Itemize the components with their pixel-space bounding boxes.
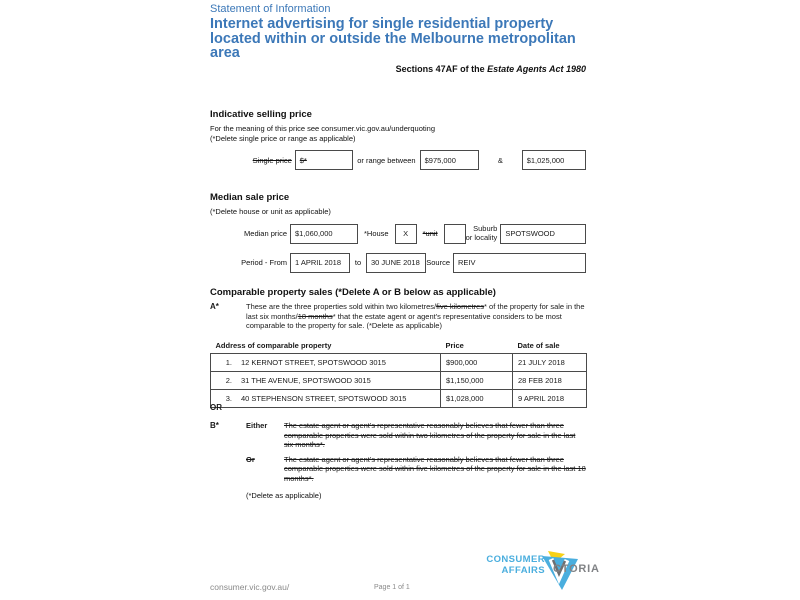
delete-note-indicative: (*Delete single price or range as applicable) xyxy=(210,133,356,143)
single-price-field[interactable]: $* xyxy=(295,150,353,170)
median-sale-price-heading: Median sale price xyxy=(210,192,290,203)
price-cell: $900,000 xyxy=(441,353,513,371)
indicative-price-row xyxy=(210,150,586,170)
option-b-section xyxy=(210,403,586,501)
median-sale-price-section xyxy=(210,192,586,273)
statement-of-information-label: Statement of Information xyxy=(210,3,331,15)
date-cell: 9 APRIL 2018 xyxy=(513,389,587,407)
or-label: Or xyxy=(246,454,255,464)
table-header-price: Price xyxy=(445,340,464,350)
or-text: The estate agent or agent's representative reasonably believes that fewer than three comparable properties were sold within five kilometres of the property for sale in the last 18 months*. xyxy=(284,454,586,483)
address-cell: 3. 40 STEPHENSON STREET, SPOTSWOOD 3015 xyxy=(211,389,441,407)
logo-affairs-text: AFFAIRS xyxy=(501,565,545,576)
footer-url: consumer.vic.gov.au/ xyxy=(210,582,290,592)
range-high-field[interactable]: $1,025,000 xyxy=(522,150,586,170)
or-separator-label: OR xyxy=(210,403,222,412)
indicative-selling-price-heading: Indicative selling price xyxy=(210,109,312,120)
logo-consumer-text: CONSUMER xyxy=(486,554,545,565)
table-header-address: Address of comparable property xyxy=(215,340,332,350)
document-header xyxy=(210,3,588,61)
date-cell: 21 JULY 2018 xyxy=(513,353,587,371)
document-title: Internet advertising for single residential property located within or outside the Melbourne metropolitan area xyxy=(210,16,576,61)
to-label: to xyxy=(354,258,362,267)
indicative-selling-price-section xyxy=(210,109,586,170)
cav-logo xyxy=(481,550,599,596)
suburb-field[interactable]: SPOTSWOOD xyxy=(500,224,586,244)
table-header-row xyxy=(211,339,587,354)
act-reference-prefix: Sections 47AF of the xyxy=(395,64,488,74)
single-price-label: Single price xyxy=(252,155,292,165)
table-header-date: Date of sale xyxy=(517,340,560,350)
table-row xyxy=(211,371,587,389)
period-label: Period - From xyxy=(241,258,287,267)
comparable-table xyxy=(210,339,587,408)
period-to-field[interactable]: 30 JUNE 2018 xyxy=(366,253,426,273)
logo-consumer-affairs-text xyxy=(481,554,545,576)
act-reference xyxy=(210,64,586,74)
option-a-text: These are the three properties sold within two kilometres/five kilometres* of the property for sale in the last six months/18 months* that the estate agent or agent's representative considers to be most comparable to the property for sale. (*Delete as applicable) xyxy=(246,302,585,330)
table-row xyxy=(211,353,587,371)
median-period-row xyxy=(210,253,586,273)
option-b-or-block xyxy=(210,455,586,484)
median-price-label: Median price xyxy=(244,229,287,238)
house-label: *House xyxy=(364,229,389,238)
ampersand-label: & xyxy=(497,155,503,165)
price-cell: $1,028,000 xyxy=(441,389,513,407)
option-b-label: B* xyxy=(210,421,219,430)
range-label: or range between xyxy=(357,155,416,165)
either-text: The estate agent or agent's representative reasonably believes that fewer than three comparable properties were sold within two kilometres of the property for sale in the last six months*. xyxy=(284,421,576,449)
option-b-either-block xyxy=(210,421,586,450)
comparable-sales-section xyxy=(210,287,586,408)
option-a-label: A* xyxy=(210,302,219,311)
period-from-field[interactable]: 1 APRIL 2018 xyxy=(290,253,350,273)
unit-checkbox-field[interactable] xyxy=(444,224,466,244)
unit-label: *unit xyxy=(422,229,438,238)
address-cell: 1. 12 KERNOT STREET, SPOTSWOOD 3015 xyxy=(211,353,441,371)
median-price-field[interactable]: $1,060,000 xyxy=(290,224,358,244)
logo-victoria-text: CTORIA xyxy=(553,563,600,575)
date-cell: 28 FEB 2018 xyxy=(513,371,587,389)
price-cell: $1,150,000 xyxy=(441,371,513,389)
page-number: Page 1 of 1 xyxy=(374,584,410,591)
delete-note-median: (*Delete house or unit as applicable) xyxy=(210,207,331,216)
act-name: Estate Agents Act 1980 xyxy=(487,64,586,74)
median-price-row xyxy=(210,224,586,244)
either-label: Either xyxy=(246,421,268,430)
comparable-sales-heading: Comparable property sales (*Delete A or B below as applicable) xyxy=(210,287,496,298)
source-field[interactable]: REIV xyxy=(453,253,586,273)
source-label: Source xyxy=(426,258,450,267)
delete-note-b: (*Delete as applicable) xyxy=(246,491,322,500)
address-cell: 2. 31 THE AVENUE, SPOTSWOOD 3015 xyxy=(211,371,441,389)
option-a-block xyxy=(210,302,586,331)
underquoting-note: For the meaning of this price see consumer.vic.gov.au/underquoting xyxy=(210,124,435,133)
suburb-label: Suburb or locality xyxy=(465,224,498,242)
house-checkbox-field[interactable]: X xyxy=(395,224,417,244)
range-low-field[interactable]: $975,000 xyxy=(420,150,479,170)
